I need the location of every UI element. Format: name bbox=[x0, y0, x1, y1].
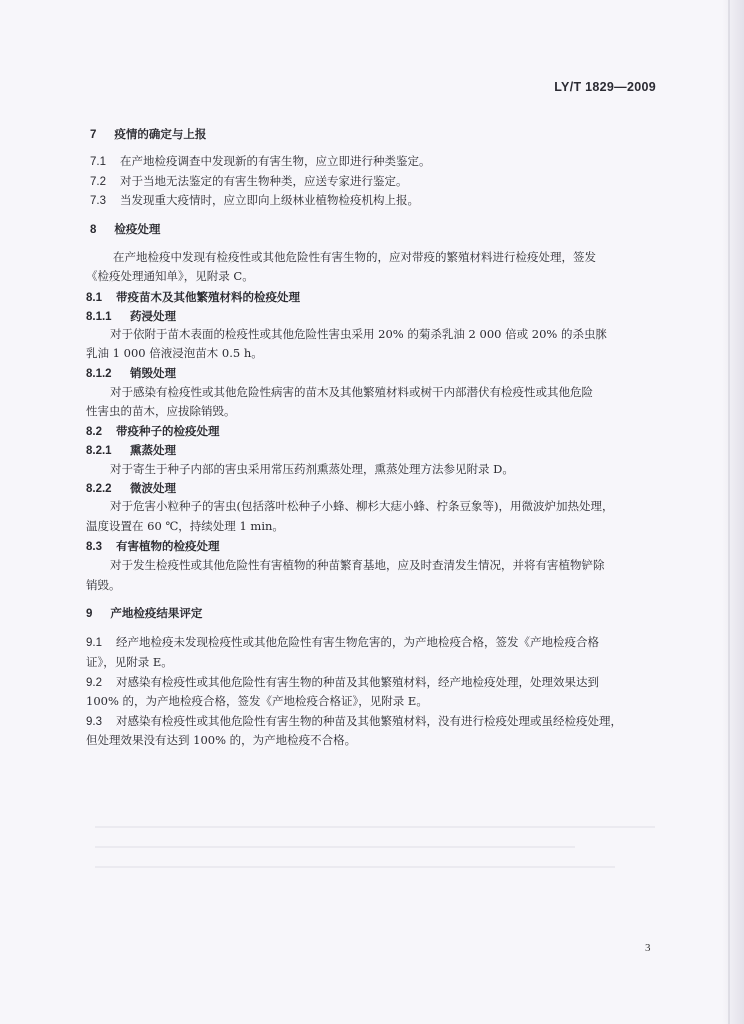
clause-number: 9.3 bbox=[86, 716, 102, 728]
page-fold-line bbox=[728, 0, 730, 1024]
clause-8-1-2-heading bbox=[86, 365, 176, 382]
page-edge-shadow bbox=[722, 0, 744, 1024]
clause-title: 有害植物的检疫处理 bbox=[116, 539, 220, 553]
clause-8-2-2-line-1: 对于危害小粒种子的害虫(包括落叶松种子小蜂、柳杉大痣小蜂、柠条豆象等)，用微波炉加热处理， bbox=[110, 499, 614, 513]
clause-8-1-2-line-1: 对于感染有检疫性或其他危险性病害的苗木及其他繁殖材料或树干内部潜伏有检疫性或其他危险 bbox=[110, 385, 593, 399]
clause-number: 7.3 bbox=[90, 195, 106, 207]
clause-text: 对感染有检疫性或其他危险性有害生物的种苗及其他繁殖材料，经产地检疫处理，处理效果达到 bbox=[116, 675, 599, 689]
clause-number: 8.1 bbox=[86, 292, 102, 304]
section-title: 疫情的确定与上报 bbox=[114, 127, 207, 141]
clause-9-2-line-1 bbox=[86, 674, 599, 691]
section-number: 9 bbox=[86, 608, 93, 620]
clause-title: 熏蒸处理 bbox=[130, 443, 176, 457]
clause-text: 在产地检疫调查中发现新的有害生物，应立即进行种类鉴定。 bbox=[120, 154, 431, 168]
clause-number: 8.2.1 bbox=[86, 445, 112, 457]
section-title: 产地检疫结果评定 bbox=[110, 606, 203, 620]
clause-9-3-line-2: 但处理效果没有达到 100% 的，为产地检疫不合格。 bbox=[86, 733, 357, 747]
clause-title: 微波处理 bbox=[130, 481, 176, 495]
section-title: 检疫处理 bbox=[114, 222, 161, 236]
clause-8-2-heading bbox=[86, 423, 220, 440]
standard-code: LY/T 1829—2009 bbox=[554, 80, 656, 94]
clause-text: 对于当地无法鉴定的有害生物种类，应送专家进行鉴定。 bbox=[120, 174, 408, 188]
page-number: 3 bbox=[645, 942, 651, 954]
clause-number: 7.2 bbox=[90, 176, 106, 188]
clause-7-1 bbox=[90, 153, 431, 170]
show-through-mark bbox=[95, 846, 575, 848]
section-8-heading bbox=[90, 221, 160, 238]
clause-8-3-line-1: 对于发生检疫性或其他危险性有害植物的种苗繁育基地，应及时查清发生情况，并将有害植物铲除 bbox=[110, 558, 605, 572]
clause-8-2-1-line-1: 对于寄生于种子内部的害虫采用常压药剂熏蒸处理，熏蒸处理方法参见附录 D。 bbox=[110, 462, 514, 476]
section-9-heading bbox=[86, 605, 202, 622]
clause-text: 经产地检疫未发现检疫性或其他危险性有害生物危害的，为产地检疫合格，签发《产地检疫合格 bbox=[116, 635, 599, 649]
clause-text: 当发现重大疫情时，应立即向上级林业植物检疫机构上报。 bbox=[120, 193, 419, 207]
clause-number: 8.3 bbox=[86, 541, 102, 553]
show-through-mark bbox=[95, 866, 615, 868]
clause-title: 药浸处理 bbox=[130, 309, 176, 323]
clause-number: 7.1 bbox=[90, 156, 106, 168]
section-8-intro-line-1: 在产地检疫中发现有检疫性或其他危险性有害生物的，应对带疫的繁殖材料进行检疫处理，签发 bbox=[113, 250, 596, 264]
show-through-mark bbox=[95, 826, 655, 828]
clause-9-1-line-1 bbox=[86, 634, 599, 651]
clause-8-3-line-2: 销毁。 bbox=[86, 578, 121, 592]
clause-8-2-1-heading bbox=[86, 442, 176, 459]
section-number: 8 bbox=[90, 224, 97, 236]
clause-9-3-line-1 bbox=[86, 713, 622, 730]
clause-number: 8.1.2 bbox=[86, 368, 112, 380]
clause-9-1-line-2: 证》，见附录 E。 bbox=[86, 655, 173, 669]
clause-title: 带疫种子的检疫处理 bbox=[116, 424, 220, 438]
clause-text: 对感染有检疫性或其他危险性有害生物的种苗及其他繁殖材料，没有进行检疫处理或虽经检疫处理， bbox=[116, 714, 622, 728]
section-7-heading bbox=[90, 126, 206, 143]
clause-number: 8.2 bbox=[86, 426, 102, 438]
clause-number: 8.1.1 bbox=[86, 311, 112, 323]
clause-title: 带疫苗木及其他繁殖材料的检疫处理 bbox=[116, 290, 300, 304]
clause-number: 8.2.2 bbox=[86, 483, 112, 495]
clause-8-1-1-line-1: 对于依附于苗木表面的检疫性或其他危险性害虫采用 20% 的菊杀乳油 2 000 倍或 20% 的杀虫脒 bbox=[110, 327, 607, 341]
clause-number: 9.2 bbox=[86, 677, 102, 689]
clause-7-3 bbox=[90, 192, 419, 209]
clause-8-3-heading bbox=[86, 538, 220, 555]
clause-9-2-line-2: 100% 的，为产地检疫合格，签发《产地检疫合格证》，见附录 E。 bbox=[86, 694, 428, 708]
clause-8-2-2-line-2: 温度设置在 60 ℃，持续处理 1 min。 bbox=[86, 519, 284, 533]
clause-7-2 bbox=[90, 173, 408, 190]
clause-number: 9.1 bbox=[86, 637, 102, 649]
clause-8-1-2-line-2: 性害虫的苗木，应拔除销毁。 bbox=[86, 404, 236, 418]
clause-title: 销毁处理 bbox=[130, 366, 176, 380]
section-number: 7 bbox=[90, 129, 97, 141]
clause-8-1-heading bbox=[86, 289, 300, 306]
clause-8-2-2-heading bbox=[86, 480, 176, 497]
section-8-intro-line-2: 《检疫处理通知单》，见附录 C。 bbox=[86, 269, 254, 283]
clause-8-1-1-line-2: 乳油 1 000 倍液浸泡苗木 0.5 h。 bbox=[86, 346, 263, 360]
clause-8-1-1-heading bbox=[86, 308, 176, 325]
